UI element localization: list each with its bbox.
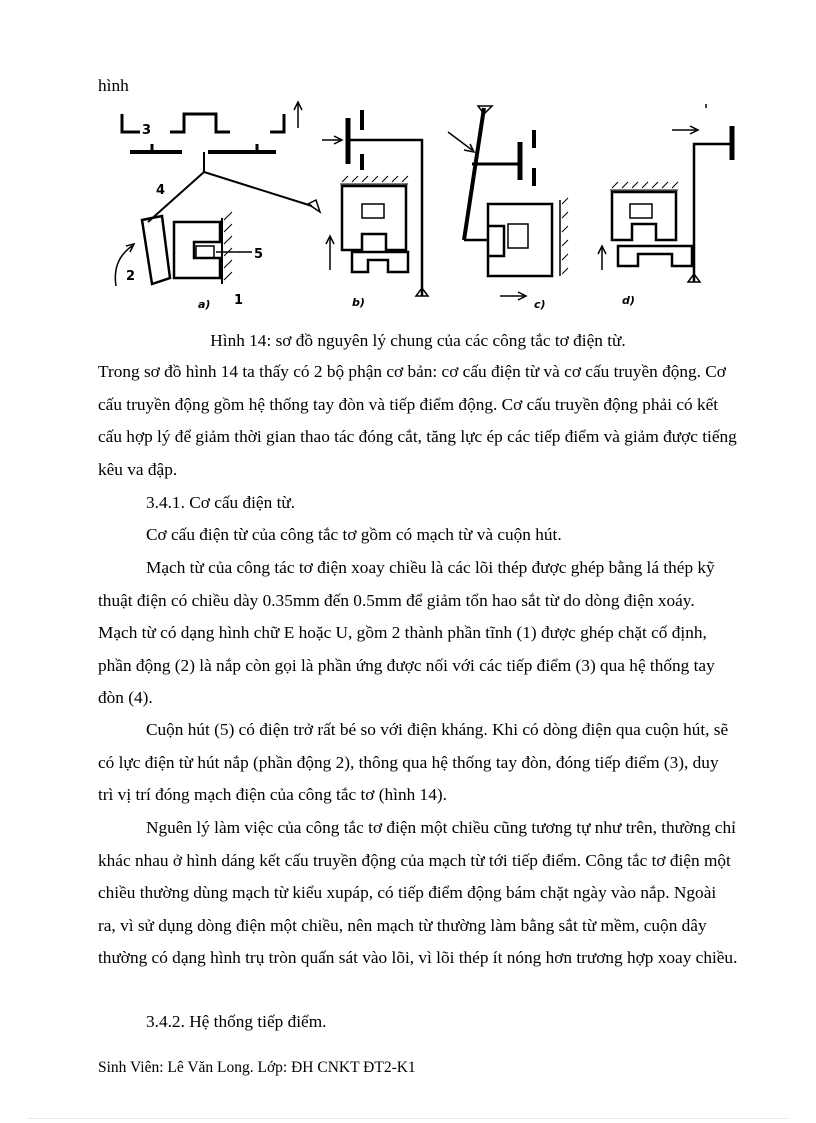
continued-word: hình xyxy=(98,76,129,95)
sublabel-a: a) xyxy=(198,298,211,311)
paragraph-magnetic-circuit: Mạch từ của công tác tơ điện xoay chiều là các lõi thép được ghép bằng lá thép kỹ thuật điện có chiều dày 0.35mm đến 0.5mm để giảm tổn hao sắt từ do dòng điện xoáy. Mạch từ có dạng hình chữ E hoặc U, gồm 2 thành phần tĩnh (1) được ghép chặt cố định, phần động (2) là nắp còn gọi là phần ứng được nối với các tiếp điểm (3) qua hệ thống tay đòn (4). xyxy=(98,558,715,707)
page-footer: Sinh Viên: Lê Văn Long. Lớp: ĐH CNKT ĐT2-K1 xyxy=(98,1059,416,1076)
callout-4: 4 xyxy=(156,183,166,198)
footer-divider xyxy=(28,1118,788,1119)
sublabel-b: b) xyxy=(352,296,365,309)
sublabel-c: c) xyxy=(534,298,546,311)
paragraph-dc-principle: Nguên lý làm việc của công tắc tơ điện một chiều cũng tương tự như trên, thường chỉ khác nhau ở hình dáng kết cấu truyền động của mạch từ tới tiếp điểm. Công tắc tơ điện một chiều thường dùng mạch từ kiểu xupáp, có tiếp điểm động bám chặt ngày vào nắp. Ngoài ra, vì sử dụng dòng điện một chiều, nên mạch từ thường làm bằng sắt từ mềm, cuộn dây thường có dạng hình trụ tròn quấn sát vào lõi, vì lõi thép ít nóng hơn trương hợp xoay chiều. xyxy=(98,818,738,967)
figure-caption: Hình 14: sơ đồ nguyên lý chung của các công tắc tơ điện từ. xyxy=(210,331,626,350)
paragraph-electromagnetic: Cơ cấu điện từ của công tắc tơ gồm có mạch từ và cuộn hút. xyxy=(146,525,562,544)
section-heading-3-4-2: 3.4.2. Hệ thống tiếp điểm. xyxy=(146,1012,327,1031)
diagram-b xyxy=(322,110,428,296)
section-heading-3-4-1: 3.4.1. Cơ cấu điện từ. xyxy=(146,493,296,512)
diagram-d xyxy=(598,104,732,282)
paragraph-coil: Cuộn hút (5) có điện trở rất bé so với điện kháng. Khi có dòng điện qua cuộn hút, sẽ có lực điện từ hút nắp (phần động 2), thông qua hệ thống tay đòn, đóng tiếp điểm (3), duy trì vị trí đóng mạch điện của công tắc tơ (hình 14). xyxy=(98,720,729,804)
callout-3: 3 xyxy=(142,123,152,138)
sublabel-d: d) xyxy=(622,294,635,307)
diagram-c xyxy=(448,106,568,300)
callout-1: 1 xyxy=(234,293,244,308)
callout-5: 5 xyxy=(254,247,264,262)
callout-2: 2 xyxy=(126,269,136,284)
paragraph-overview: Trong sơ đồ hình 14 ta thấy có 2 bộ phận cơ bản: cơ cấu điện từ và cơ cấu truyền động. Cơ cấu truyền động gồm hệ thống tay đòn và tiếp điểm động. Cơ cấu truyền động phải có kết cấu hợp lý để giảm thời gian thao tác đóng cắt, tăng lực ép các tiếp điểm và giảm được tiếng kêu va đập. xyxy=(98,362,737,479)
contactor-diagram-figure xyxy=(112,100,742,315)
